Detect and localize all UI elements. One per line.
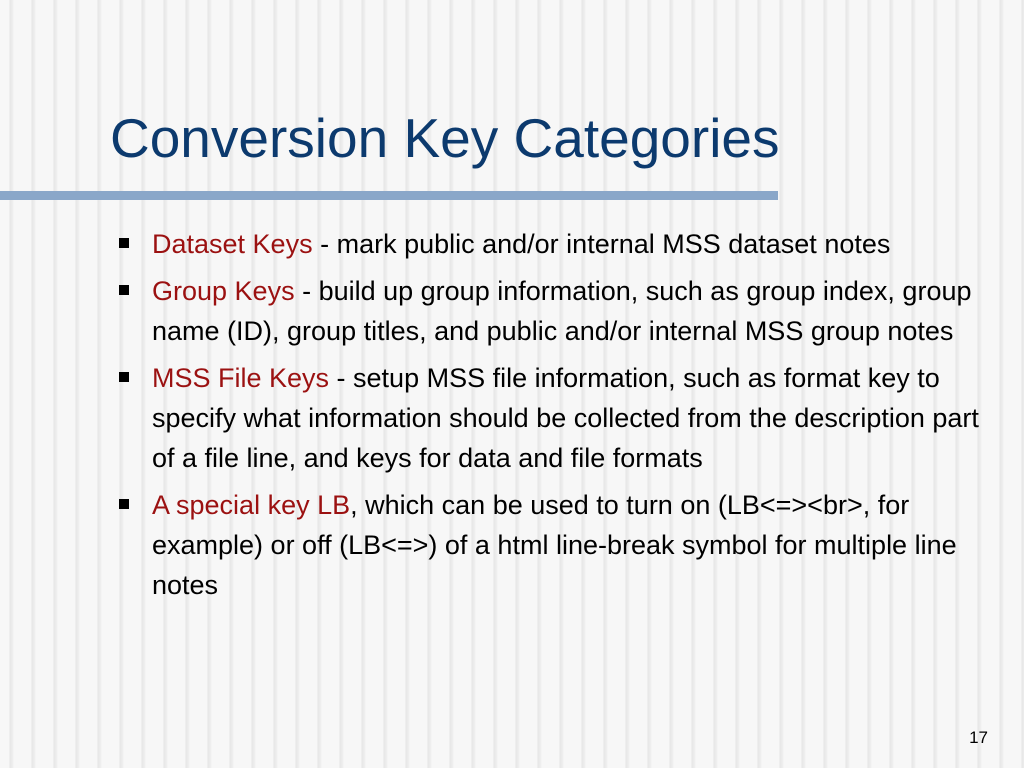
bullet-description: - build up group information, such as group index, group name (ID), group titles, and public and/or internal MSS group notes: [152, 276, 972, 346]
square-bullet-icon: [119, 238, 129, 248]
key-name: MSS File Keys: [152, 363, 330, 393]
key-name: Dataset Keys: [152, 229, 313, 259]
bullet-mss-file-keys: [112, 358, 1002, 478]
square-bullet-icon: [119, 285, 129, 295]
slide-number: 17: [969, 728, 988, 747]
title-divider: [0, 191, 778, 200]
bullet-dataset-keys: [112, 224, 1002, 264]
slide-title: Conversion Key Categories: [110, 107, 780, 169]
square-bullet-icon: [119, 372, 129, 382]
bullet-description: - mark public and/or internal MSS dataset notes: [312, 229, 891, 259]
bullet-list: [112, 224, 1002, 612]
square-bullet-icon: [119, 499, 129, 509]
key-name: Group Keys: [152, 276, 295, 306]
key-name: A special key LB: [152, 490, 351, 520]
bullet-description: - setup MSS file information, such as format key to specify what information should be collected from the description part of a file line, and keys for data and file formats: [152, 363, 979, 473]
bullet-description: , which can be used to turn on (LB<=><br>, for example) or off (LB<=>) of a html line-break symbol for multiple line notes: [152, 490, 957, 600]
bullet-group-keys: [112, 271, 1002, 351]
bullet-special-key-lb: [112, 485, 1002, 605]
